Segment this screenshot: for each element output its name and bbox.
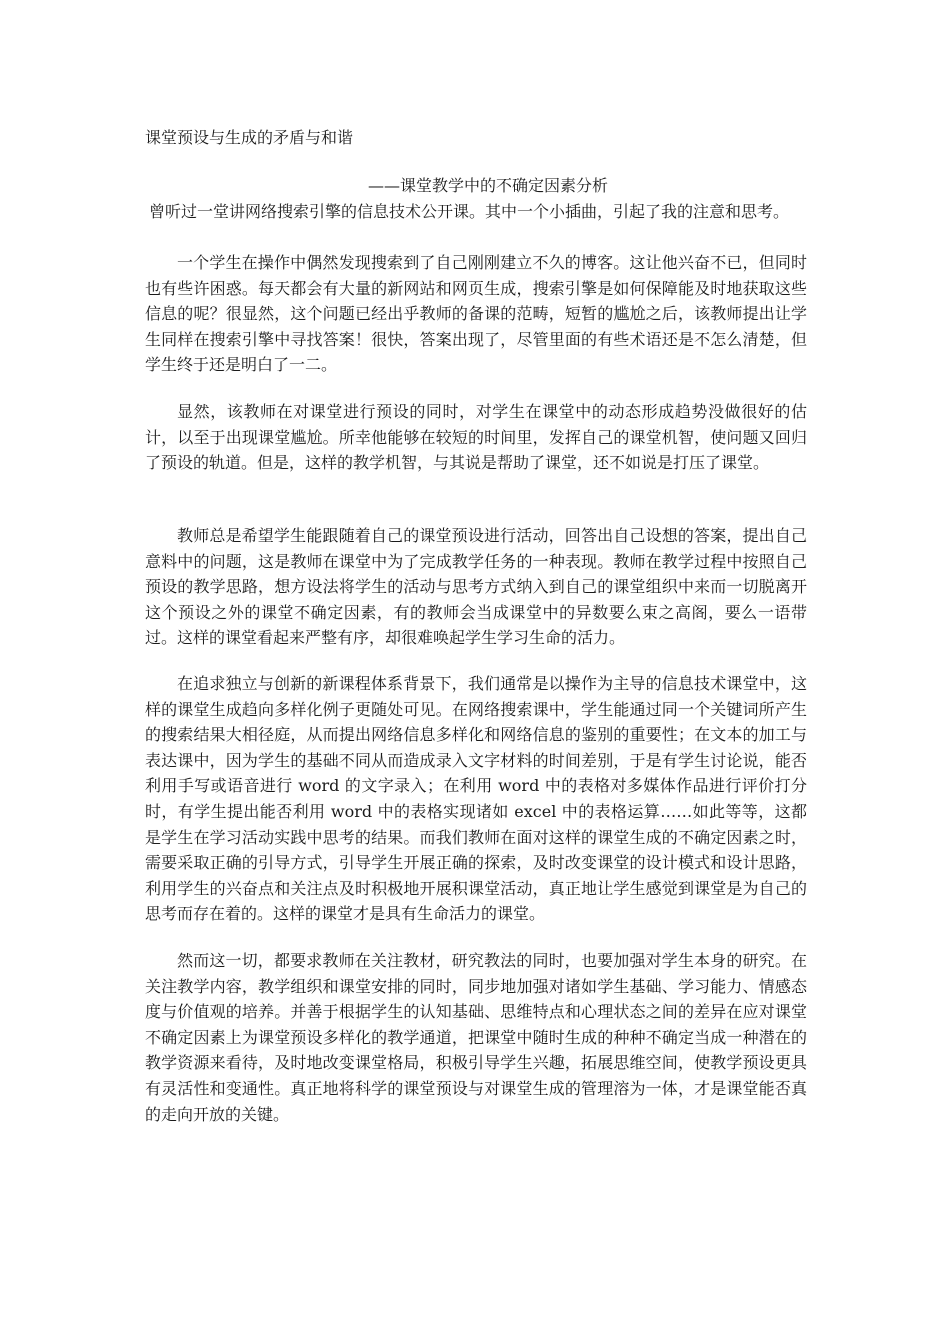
document-subtitle: ——课堂教学中的不确定因素分析	[368, 176, 609, 195]
paragraph-1: 一个学生在操作中偶然发现搜索到了自己刚刚建立不久的博客。这让他兴奋不已，但同时也有些许困惑。每天都会有大量的新网站和网页生成，搜索引擎是如何保障能及时地获取这些信息的呢？很显然，这个问题已经出乎教师的备课的范畴，短暂的尴尬之后，该教师提出让学生同样在搜索引擎中寻找答案！很快，答案出现了，尽管里面的有些术语还是不怎么清楚，但学生终于还是明白了一二。	[145, 253, 807, 375]
paragraph-4: 在追求独立与创新的新课程体系背景下，我们通常是以操作为主导的信息技术课堂中，这样的课堂生成趋向多样化例子更随处可见。在网络搜索课中，学生能通过同一个关键词所产生的搜索结果大相径庭，从而提出网络信息多样化和网络信息的鉴别的重要性；在文本的加工与表达课中，因为学生的基础不同从而造成录入文字材料的时间差别，于是有学生讨论说，能否利用手写或语音进行 word 的文字录入；在利用 word 中的表格对多媒体作品进行评价打分时，有学生提出能否利用 word 中的表格实现诸如 excel 中的表格运算……如此等等，这都是学生在学习活动实践中思考的结果。而我们教师在面对这样的课堂生成的不确定因素之时，需要采取正确的引导方式，引导学生开展正确的探索，及时改变课堂的设计模式和设计思路，利用学生的兴奋点和关注点及时积极地开展积课堂活动，真正地让学生感觉到课堂是为自己的思考而存在着的。这样的课堂才是具有生命活力的课堂。	[145, 674, 807, 924]
document-title: 课堂预设与生成的矛盾与和谐	[145, 128, 354, 147]
paragraph-3: 教师总是希望学生能跟随着自己的课堂预设进行活动，回答出自己设想的答案，提出自己意料中的问题，这是教师在课堂中为了完成教学任务的一种表现。教师在教学过程中按照自己预设的教学思路，想方设法将学生的活动与思考方式纳入到自己的课堂组织中来而一切脱离开这个预设之外的课堂不确定因素，有的教师会当成课堂中的异数要么束之高阁，要么一语带过。这样的课堂看起来严整有序，却很难唤起学生学习生命的活力。	[145, 526, 807, 648]
paragraph-5: 然而这一切，都要求教师在关注教材，研究教法的同时，也要加强对学生本身的研究。在关注教学内容，教学组织和课堂安排的同时，同步地加强对诸如学生基础、学习能力、情感态度与价值观的培养。并善于根据学生的认知基础、思维特点和心理状态之间的差异在应对课堂不确定因素上为课堂预设多样化的教学通道，把课堂中随时生成的种种不确定当成一种潜在的教学资源来看待，及时地改变课堂格局，积极引导学生兴趣，拓展思维空间，使教学预设更具有灵活性和变通性。真正地将科学的课堂预设与对课堂生成的管理溶为一体，才是课堂能否真的走向开放的关键。	[145, 951, 807, 1124]
paragraph-2: 显然，该教师在对课堂进行预设的同时，对学生在课堂中的动态形成趋势没做很好的估计，以至于出现课堂尴尬。所幸他能够在较短的时间里，发挥自己的课堂机智，使问题又回归了预设的轨道。但是，这样的教学机智，与其说是帮助了课堂，还不如说是打压了课堂。	[145, 402, 807, 473]
intro-line: 曾听过一堂讲网络搜索引擎的信息技术公开课。其中一个小插曲，引起了我的注意和思考。	[149, 202, 790, 221]
